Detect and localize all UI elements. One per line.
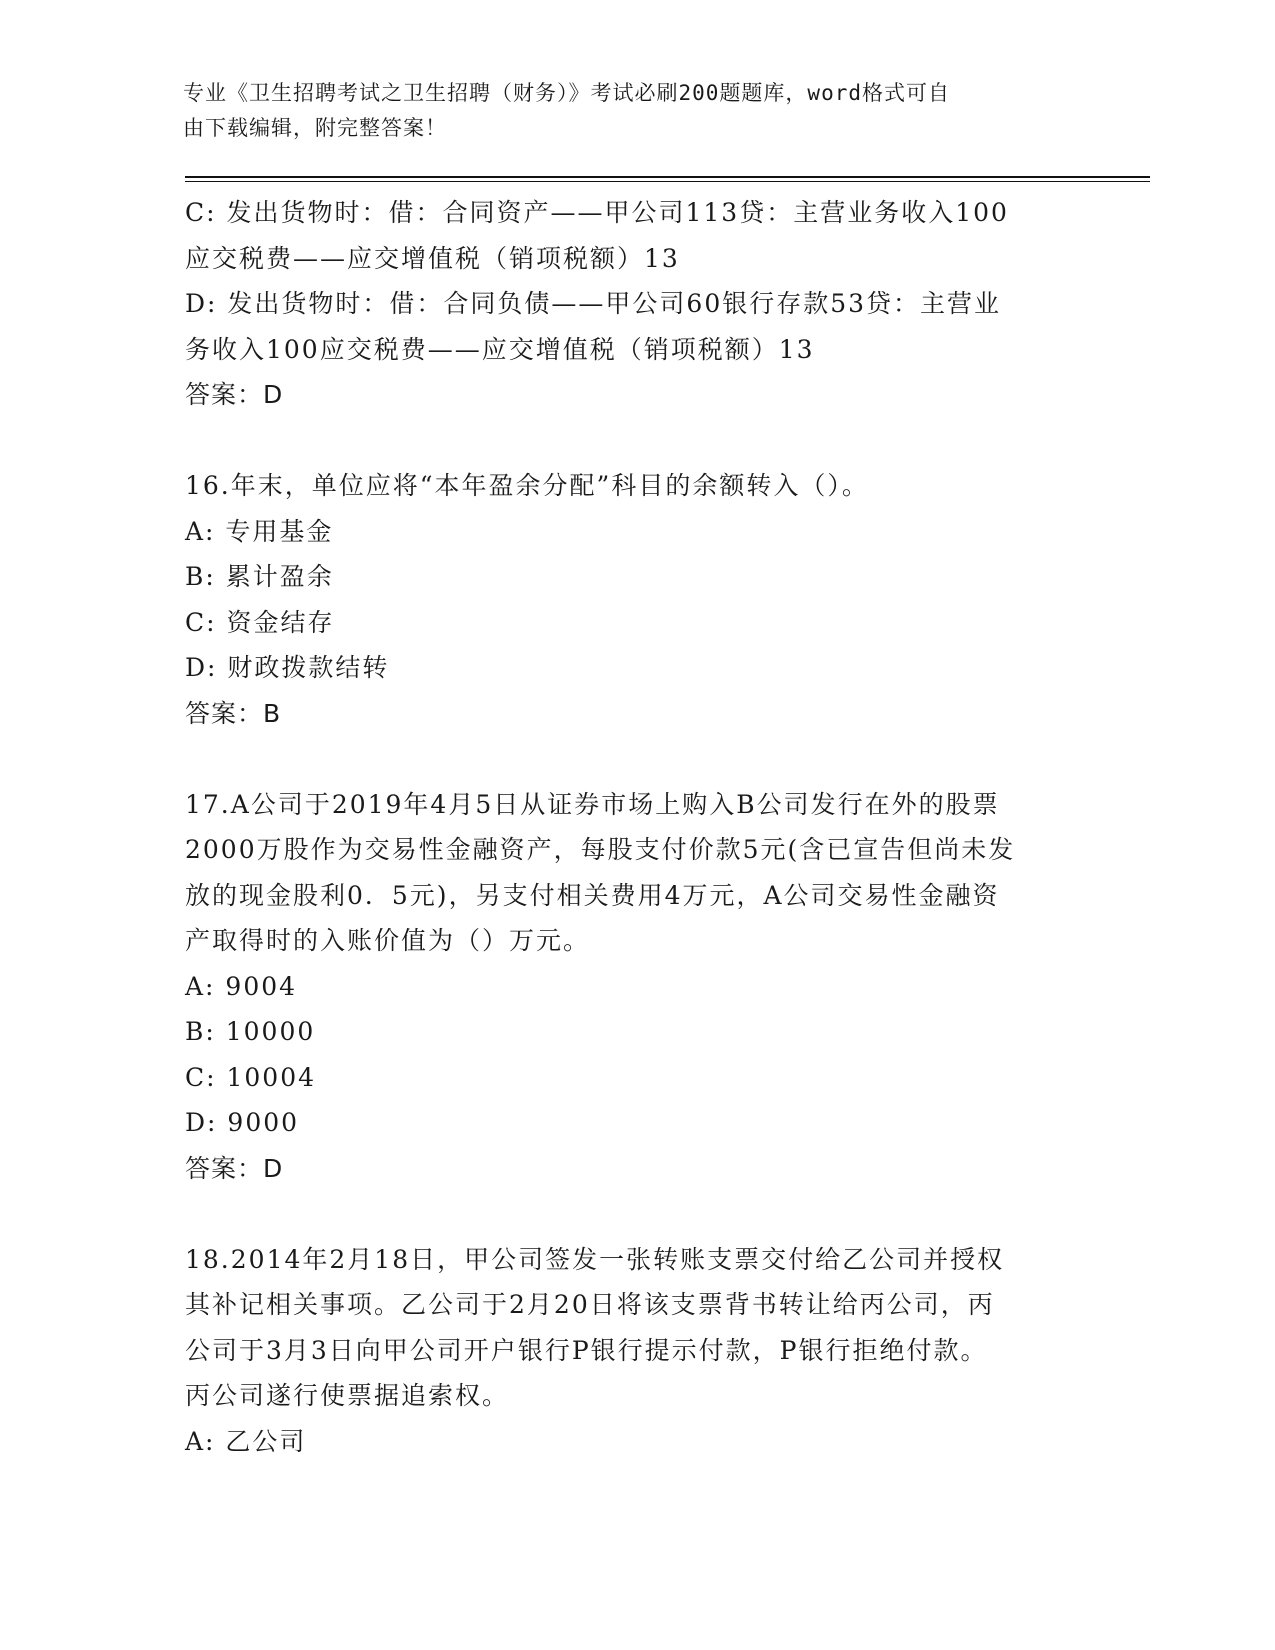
question-15-tail <box>185 190 1085 418</box>
option-b: B: 10000 <box>185 1017 316 1046</box>
question-17-stem-line-2: 2000万股作为交易性金融资产，每股支付价款5元(含已宣告但尚未发 <box>185 835 1016 864</box>
question-17-stem-line-3: 放的现金股利0．5元)，另支付相关费用4万元，A公司交易性金融资 <box>185 880 1000 910</box>
question-18 <box>185 1237 1085 1465</box>
question-16-stem: 16.年末，单位应将“本年盈余分配”科目的余额转入（）。 <box>185 471 869 500</box>
header-line-2: 由下载编辑，附完整答案！ <box>183 116 447 140</box>
option-b: B: 累计盈余 <box>185 562 334 591</box>
option-a: A: 9004 <box>185 971 298 1001</box>
spacer <box>185 418 1085 464</box>
document-header <box>183 76 1063 146</box>
document-body <box>185 190 1085 1464</box>
option-c-line-1: C: 发出货物时：借：合同资产——甲公司113贷：主营业务收入100 <box>185 198 1009 227</box>
option-d-line-1: D: 发出货物时：借：合同负债——甲公司60银行存款53贷：主营业 <box>185 289 1002 318</box>
question-17-stem-line-1: 17.A公司于2019年4月5日从证券市场上购入B公司发行在外的股票 <box>185 789 1000 819</box>
option-c: C: 10004 <box>185 1062 317 1092</box>
option-a: A: 乙公司 <box>185 1426 307 1456</box>
question-18-stem-line-2: 其补记相关事项。乙公司于2月20日将该支票背书转让给丙公司，丙 <box>185 1290 995 1319</box>
option-d-line-2: 务收入100应交税费——应交增值税（销项税额）13 <box>185 334 815 364</box>
question-17-stem-line-4: 产取得时的入账价值为（）万元。 <box>185 926 591 955</box>
spacer <box>185 736 1085 782</box>
option-a: A: 专用基金 <box>185 516 334 546</box>
header-rule-thin <box>185 181 1150 182</box>
question-17 <box>185 782 1085 1192</box>
answer-16: 答案：B <box>185 698 282 728</box>
spacer <box>185 1191 1085 1237</box>
answer-17: 答案：D <box>185 1153 284 1183</box>
question-18-stem-line-1: 18.2014年2月18日，甲公司签发一张转账支票交付给乙公司并授权 <box>185 1244 1005 1274</box>
header-rule-thick <box>185 176 1150 178</box>
option-c-line-2: 应交税费——应交增值税（销项税额）13 <box>185 243 680 273</box>
question-18-stem-line-3: 公司于3月3日向甲公司开户银行P银行提示付款，P银行拒绝付款。 <box>185 1335 988 1365</box>
option-c: C: 资金结存 <box>185 607 335 637</box>
option-d: D: 财政拨款结转 <box>185 653 390 682</box>
question-18-stem-line-4: 丙公司遂行使票据追索权。 <box>185 1381 510 1410</box>
question-16 <box>185 463 1085 736</box>
answer-15: 答案：D <box>185 380 284 409</box>
header-line-1: 专业《卫生招聘考试之卫生招聘（财务）》考试必刷200题题库，word格式可自 <box>183 81 950 105</box>
option-d: D: 9000 <box>185 1108 300 1137</box>
